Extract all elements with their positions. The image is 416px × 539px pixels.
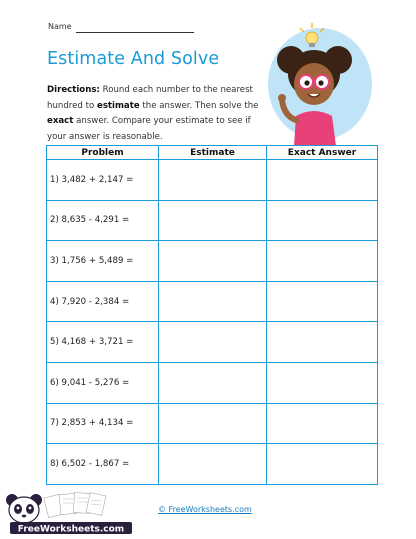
- exact-answer-cell[interactable]: [267, 403, 378, 444]
- table-row: [47, 200, 378, 241]
- estimate-cell[interactable]: [159, 403, 267, 444]
- girl-with-lightbulb-icon: [266, 20, 378, 146]
- directions-bold-estimate: estimate: [96, 100, 140, 111]
- exact-answer-cell[interactable]: [267, 200, 378, 241]
- estimate-cell[interactable]: [159, 281, 267, 322]
- exact-answer-cell[interactable]: [267, 362, 378, 403]
- problem-cell: 3) 1,756 + 5,489 =: [47, 241, 159, 282]
- directions-part2: the answer. Then solve the: [139, 100, 259, 111]
- exact-answer-cell[interactable]: [267, 281, 378, 322]
- directions-part1: Round each number to the nearest hundred to: [47, 85, 253, 111]
- panda-logo-icon: [2, 490, 134, 536]
- directions-text: [47, 83, 267, 145]
- directions-part3: answer. Compare your estimate to see if your answer is reasonable.: [47, 116, 251, 142]
- exact-answer-cell[interactable]: [267, 160, 378, 201]
- footer-link[interactable]: © FreeWorksheets.com: [158, 505, 252, 514]
- table-row: [47, 160, 378, 201]
- table-row: [47, 444, 378, 485]
- estimate-cell[interactable]: [159, 160, 267, 201]
- name-line: [76, 32, 194, 33]
- table-header-row: [47, 146, 378, 160]
- exact-answer-cell[interactable]: [267, 444, 378, 485]
- problem-cell: 1) 3,482 + 2,147 =: [47, 160, 159, 201]
- directions-lead: Directions:: [47, 85, 100, 95]
- header-problem: Problem: [47, 146, 159, 160]
- problem-cell: 5) 4,168 + 3,721 =: [47, 322, 159, 363]
- estimate-cell[interactable]: [159, 322, 267, 363]
- page-title: Estimate And Solve: [47, 49, 220, 69]
- table-row: [47, 322, 378, 363]
- table-row: [47, 281, 378, 322]
- header-exact-answer: Exact Answer: [267, 146, 378, 160]
- exact-answer-cell[interactable]: [267, 241, 378, 282]
- table-row: [47, 403, 378, 444]
- name-label: Name: [48, 22, 72, 31]
- estimate-cell[interactable]: [159, 362, 267, 403]
- estimate-cell[interactable]: [159, 200, 267, 241]
- table-row: [47, 241, 378, 282]
- estimate-cell[interactable]: [159, 444, 267, 485]
- table-row: [47, 362, 378, 403]
- estimate-cell[interactable]: [159, 241, 267, 282]
- problem-cell: 2) 8,635 - 4,291 =: [47, 200, 159, 241]
- problem-cell: 8) 6,502 - 1,867 =: [47, 444, 159, 485]
- exact-answer-cell[interactable]: [267, 322, 378, 363]
- directions-bold-exact: exact: [47, 116, 74, 126]
- problem-cell: 6) 9,041 - 5,276 =: [47, 362, 159, 403]
- header-estimate: Estimate: [159, 146, 267, 160]
- problem-cell: 7) 2,853 + 4,134 =: [47, 403, 159, 444]
- problem-cell: 4) 7,920 - 2,384 =: [47, 281, 159, 322]
- worksheet-table: [46, 145, 378, 485]
- logo-wordmark: FreeWorksheets.com: [17, 524, 125, 535]
